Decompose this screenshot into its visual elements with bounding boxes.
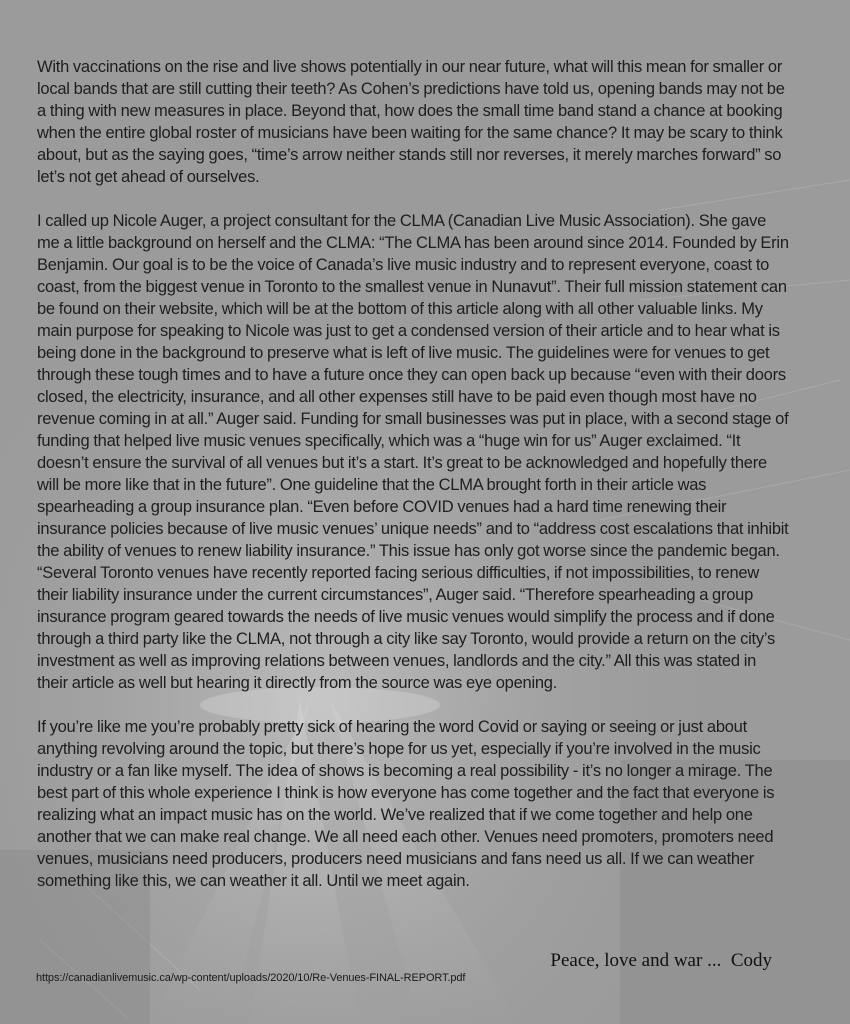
source-link[interactable]: https://canadianlivemusic.ca/wp-content/uploads/2020/10/Re-Venues-FINAL-REPORT.pdf — [36, 972, 466, 984]
article-paragraph-interview: I called up Nicole Auger, a project consultant for the CLMA (Canadian Live Music Association). She gave me a little background on herself and the CLMA: “The CLMA has been around since 2014. Founded by Erin Benjamin. Our goal is to be the voice of Canada’s live music industry and to represent everyone, coast to coast, from the biggest venue in Toronto to the smallest venue in Nunavut”. Their full mission statement can be found on their website, which will be at the bottom of this article along with all other valuable links. My main purpose for speaking to Nicole was just to get a condensed version of their article and to hear what is being done in the background to preserve what is left of live music. The guidelines were for venues to get through these tough times and to have a future once they can open back up because “even with their doors closed, the electricity, insurance, and all other expenses still have to be paid even though most have no revenue coming in at all.” Auger said. Funding for small businesses was put in place, with a second stage of funding that helped live music venues specifically, which was a “huge win for us” Auger exclaimed. “It doesn’t ensure the survival of all venues but it’s a start. It’s great to be acknowledged and hopefully there will be more like that in the future”. One guideline that the CLMA brought forth in their article was spearheading a group insurance plan. “Even before COVID venues had a hard time renewing their insurance policies because of live music venues’ unique needs” and to “address cost escalations that inhibit the ability of venues to renew liability insurance.” This issue has only got worse since the pandemic began. “Several Toronto venues have recently reported facing serious difficulties, if not impossibilities, to renew their liability insurance under the current circumstances”, Auger said. “Therefore spearheading a group insurance program geared towards the needs of live music venues would simplify the process and if done through a third party like the CLMA, not through a city like say Toronto, would provide a return on the city’s investment as well as improving relations between venues, landlords and the city.” All this was stated in their article as well but hearing it directly from the source was eye opening. — [37, 212, 789, 692]
author-signoff: Peace, love and war ... Cody — [550, 950, 772, 971]
article-paragraph-intro: With vaccinations on the rise and live shows potentially in our near future, what will this mean for smaller or local bands that are still cutting their teeth? As Cohen’s predictions have told us, opening bands may not be a thing with new measures in place. Beyond that, how does the small time band stand a chance at booking when the entire global roster of musicians have been waiting for the same chance? It may be scary to think about, but as the saying goes, “time’s arrow neither stands still nor reverses, it merely marches forward” so let’s not get ahead of ourselves. — [37, 58, 785, 186]
article-body — [37, 56, 789, 914]
article-paragraph-closing: If you’re like me you’re probably pretty sick of hearing the word Covid or saying or seeing or just about anything revolving around the topic, but there’s hope for us yet, especially if you’re involved in the music industry or a fan like myself. The idea of shows is becoming a real possibility - it’s no longer a mirage. The best part of this whole experience I think is how everyone has come together and the fact that everyone is realizing what an impact music has on the world. We’ve realized that if we come together and help one another that we can make real change. We all need each other. Venues need promoters, promoters need venues, musicians need producers, producers need musicians and fans need us all. If we can weather something like this, we can weather it all. Until we meet again. — [37, 718, 775, 890]
